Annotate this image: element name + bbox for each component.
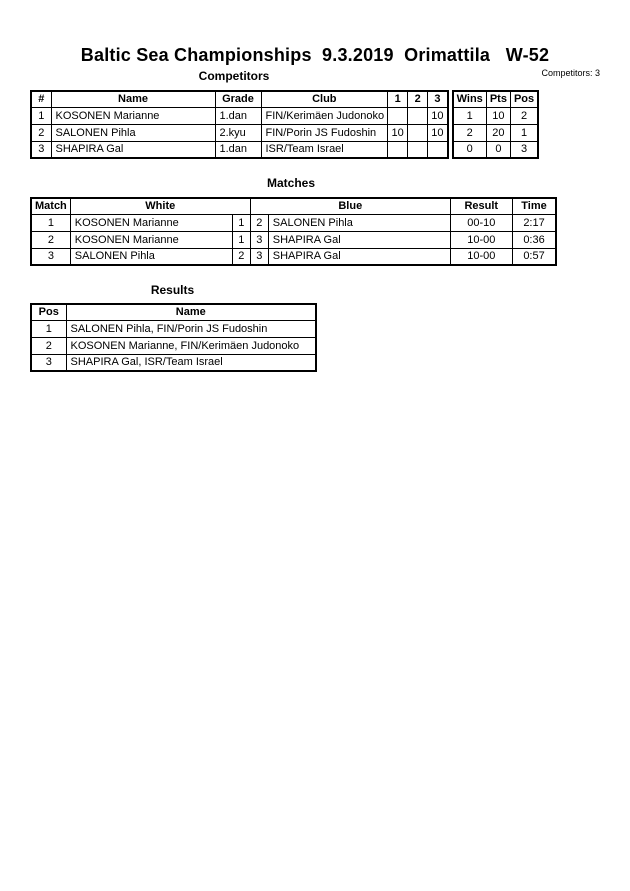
competitors-header-club: Club bbox=[261, 91, 388, 107]
match-time: 0:57 bbox=[512, 248, 556, 265]
competitor-score-vs2 bbox=[408, 124, 428, 141]
match-blue-name: SHAPIRA Gal bbox=[268, 248, 450, 265]
page-title: Baltic Sea Championships 9.3.2019 Orimattila W-52 bbox=[80, 45, 550, 65]
competitor-wins: 2 bbox=[453, 124, 487, 141]
matches-section-title: Matches bbox=[266, 176, 316, 190]
stats-row bbox=[453, 141, 539, 158]
result-row bbox=[31, 337, 316, 354]
match-white-number: 1 bbox=[232, 214, 250, 231]
stats-header-pts: Pts bbox=[486, 91, 510, 107]
results-table-wrap bbox=[30, 303, 317, 372]
match-row bbox=[31, 214, 556, 231]
matches-table-wrap bbox=[30, 197, 557, 266]
competitor-row bbox=[31, 141, 448, 158]
competitors-header-row bbox=[31, 91, 448, 107]
competitor-club: FIN/Kerimäen Judonoko bbox=[261, 107, 388, 124]
competitors-header-opp3: 3 bbox=[428, 91, 448, 107]
matches-header-time: Time bbox=[512, 198, 556, 214]
match-white-number: 1 bbox=[232, 231, 250, 248]
competitor-score-vs2 bbox=[408, 107, 428, 124]
results-section-title: Results bbox=[150, 283, 195, 297]
competitor-grade: 2.kyu bbox=[215, 124, 261, 141]
competitor-score-vs3 bbox=[428, 141, 448, 158]
competitor-score-vs1: 10 bbox=[388, 124, 408, 141]
match-number: 3 bbox=[31, 248, 70, 265]
match-time: 0:36 bbox=[512, 231, 556, 248]
competitor-wins: 1 bbox=[453, 107, 487, 124]
competitors-header-grade: Grade bbox=[215, 91, 261, 107]
match-result: 00-10 bbox=[450, 214, 512, 231]
matches-header-white: White bbox=[70, 198, 250, 214]
competitor-grade: 1.dan bbox=[215, 107, 261, 124]
competitor-number: 1 bbox=[31, 107, 51, 124]
stats-header-row bbox=[453, 91, 539, 107]
competitors-header-opp1: 1 bbox=[388, 91, 408, 107]
result-row bbox=[31, 320, 316, 337]
result-name: SALONEN Pihla, FIN/Porin JS Fudoshin bbox=[66, 320, 316, 337]
competitor-pts: 10 bbox=[486, 107, 510, 124]
competitors-count-label: Competitors: 3 bbox=[541, 68, 600, 78]
competitors-tables bbox=[30, 90, 539, 159]
results-table bbox=[30, 303, 317, 372]
competitor-name: KOSONEN Marianne bbox=[51, 107, 215, 124]
result-name: KOSONEN Marianne, FIN/Kerimäen Judonoko bbox=[66, 337, 316, 354]
match-white-name: SALONEN Pihla bbox=[70, 248, 232, 265]
competitor-grade: 1.dan bbox=[215, 141, 261, 158]
competitors-header-name: Name bbox=[51, 91, 215, 107]
competitor-score-vs2 bbox=[408, 141, 428, 158]
competitor-pos: 2 bbox=[510, 107, 538, 124]
competitor-score-vs3: 10 bbox=[428, 124, 448, 141]
result-pos: 1 bbox=[31, 320, 66, 337]
competitor-name: SHAPIRA Gal bbox=[51, 141, 215, 158]
competitors-header-opp2: 2 bbox=[408, 91, 428, 107]
matches-header-match: Match bbox=[31, 198, 70, 214]
competitor-name: SALONEN Pihla bbox=[51, 124, 215, 141]
match-white-name: KOSONEN Marianne bbox=[70, 214, 232, 231]
competitor-pts: 20 bbox=[486, 124, 510, 141]
match-blue-number: 3 bbox=[250, 248, 268, 265]
results-header-row bbox=[31, 304, 316, 320]
match-blue-name: SHAPIRA Gal bbox=[268, 231, 450, 248]
result-row bbox=[31, 354, 316, 371]
competitor-score-vs3: 10 bbox=[428, 107, 448, 124]
match-blue-number: 3 bbox=[250, 231, 268, 248]
competitors-header-num: # bbox=[31, 91, 51, 107]
results-header-name: Name bbox=[66, 304, 316, 320]
matches-header-result: Result bbox=[450, 198, 512, 214]
match-white-number: 2 bbox=[232, 248, 250, 265]
competitor-number: 2 bbox=[31, 124, 51, 141]
competitor-club: FIN/Porin JS Fudoshin bbox=[261, 124, 388, 141]
match-number: 1 bbox=[31, 214, 70, 231]
competitor-pos: 3 bbox=[510, 141, 538, 158]
stats-header-wins: Wins bbox=[453, 91, 487, 107]
match-time: 2:17 bbox=[512, 214, 556, 231]
match-result: 10-00 bbox=[450, 231, 512, 248]
results-header-pos: Pos bbox=[31, 304, 66, 320]
match-result: 10-00 bbox=[450, 248, 512, 265]
stats-header-pos: Pos bbox=[510, 91, 538, 107]
match-row bbox=[31, 231, 556, 248]
competitor-row bbox=[31, 107, 448, 124]
competitor-pts: 0 bbox=[486, 141, 510, 158]
competitors-stats-table bbox=[452, 90, 540, 159]
stats-row bbox=[453, 124, 539, 141]
matches-header-row bbox=[31, 198, 556, 214]
competitor-row bbox=[31, 124, 448, 141]
match-white-name: KOSONEN Marianne bbox=[70, 231, 232, 248]
result-pos: 2 bbox=[31, 337, 66, 354]
match-row bbox=[31, 248, 556, 265]
match-number: 2 bbox=[31, 231, 70, 248]
competitor-score-vs1 bbox=[388, 141, 408, 158]
matches-header-blue: Blue bbox=[250, 198, 450, 214]
competitor-pos: 1 bbox=[510, 124, 538, 141]
stats-row bbox=[453, 107, 539, 124]
competitor-score-vs1 bbox=[388, 107, 408, 124]
competitor-number: 3 bbox=[31, 141, 51, 158]
result-pos: 3 bbox=[31, 354, 66, 371]
result-name: SHAPIRA Gal, ISR/Team Israel bbox=[66, 354, 316, 371]
matches-table bbox=[30, 197, 557, 266]
match-blue-number: 2 bbox=[250, 214, 268, 231]
competitors-section-title: Competitors bbox=[198, 69, 270, 83]
match-blue-name: SALONEN Pihla bbox=[268, 214, 450, 231]
competitor-wins: 0 bbox=[453, 141, 487, 158]
competitors-main-table bbox=[30, 90, 449, 159]
competitor-club: ISR/Team Israel bbox=[261, 141, 388, 158]
